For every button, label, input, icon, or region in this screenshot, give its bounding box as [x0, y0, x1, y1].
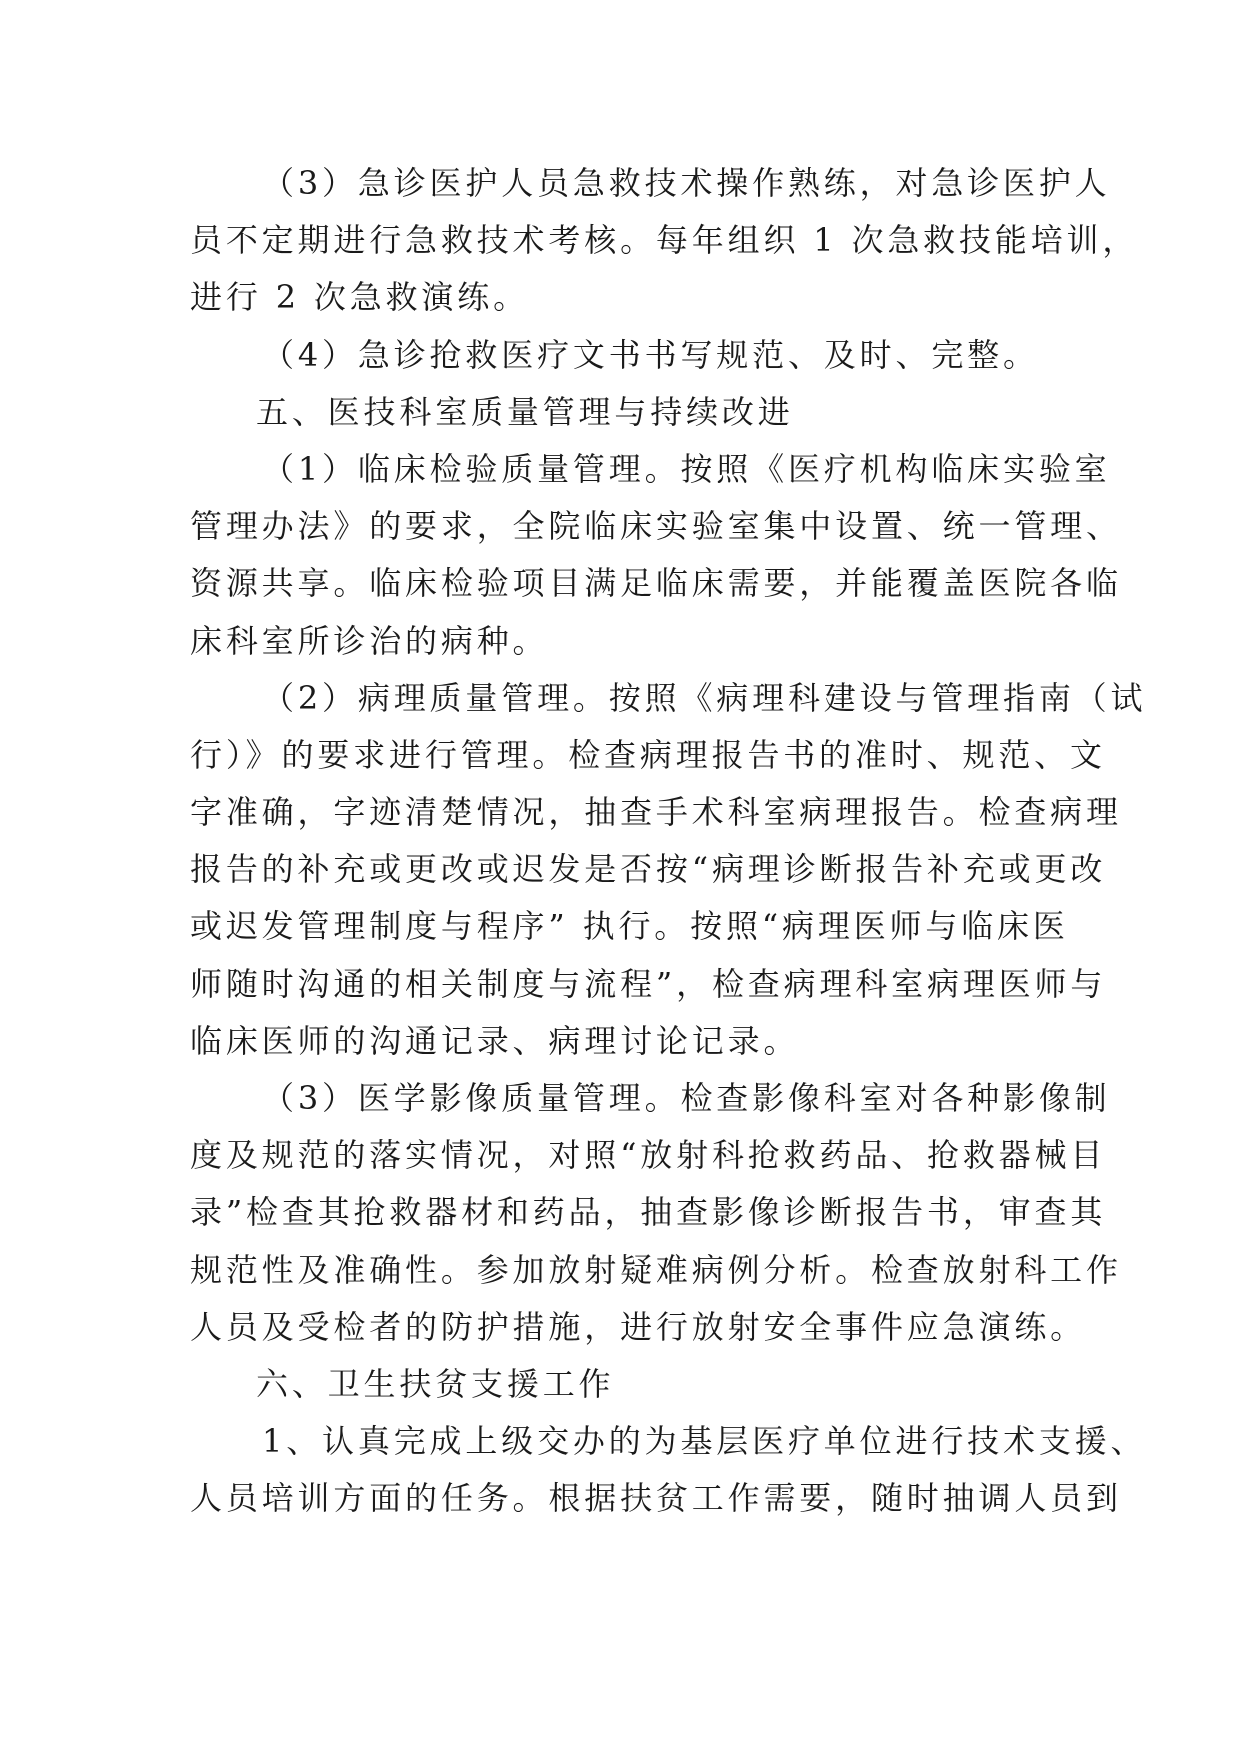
document-page [190, 155, 1147, 1528]
paragraph-grassroots-support [190, 1413, 1147, 1527]
text-line: （4）急诊抢救医疗文书书写规范、及时、完整。 [262, 335, 1039, 374]
text-line: 度及规范的落实情况，对照“放射科抢救药品、抢救器械目 [190, 1136, 1107, 1175]
text-line: 行）》的要求进行管理。检查病理报告书的准时、规范、文 [190, 735, 1106, 774]
text-line: （3）急诊医护人员急救技术操作熟练，对急诊医护人 [262, 164, 1111, 202]
text-line: 师随时沟通的相关制度与流程”，检查病理科室病理医师与 [190, 964, 1107, 1003]
text-line: 人员及受检者的防护措施，进行放射安全事件应急演练。 [190, 1307, 1087, 1346]
text-line: （1）临床检验质量管理。按照《医疗机构临床实验室 [262, 449, 1111, 488]
text-line: 进行 2 次急救演练。 [190, 278, 529, 317]
text-line: 或迟发管理制度与程序” 执行。按照“病理医师与临床医 [190, 907, 1069, 946]
text-line: （3）医学影像质量管理。检查影像科室对各种影像制 [262, 1079, 1111, 1117]
text-line: 员不定期进行急救技术考核。每年组织 1 次急救技能培训， [190, 221, 1139, 260]
paragraph-imaging-quality [190, 1070, 1122, 1356]
paragraph-pathology-quality [190, 670, 1147, 1070]
text-line: 报告的补充或更改或迟发是否按“病理诊断报告补充或更改 [190, 850, 1107, 889]
text-line: （2）病理质量管理。按照《病理科建设与管理指南（试 [262, 678, 1147, 717]
paragraph-emergency-training [190, 155, 1139, 327]
section-heading-medical-tech: 五、医技科室质量管理与持续改进 [256, 392, 794, 431]
text-line: 1、认真完成上级交办的为基层医疗单位进行技术支援、 [262, 1422, 1147, 1461]
section-heading-poverty-support: 六、卫生扶贫支援工作 [256, 1364, 615, 1403]
text-line: 管理办法》的要求，全院临床实验室集中设置、统一管理、 [190, 507, 1122, 546]
text-line: 规范性及准确性。参加放射疑难病例分析。检查放射科工作 [190, 1250, 1122, 1289]
text-line: 录”检查其抢救器材和药品，抽查影像诊断报告书，审查其 [190, 1193, 1107, 1232]
paragraph-emergency-documents [190, 327, 1052, 384]
text-line: 字准确，字迹清楚情况，抽查手术科室病理报告。检查病理 [190, 793, 1122, 832]
paragraph-lab-quality [190, 441, 1122, 670]
text-line: 床科室所诊治的病种。 [190, 621, 549, 660]
text-line: 人员培训方面的任务。根据扶贫工作需要，随时抽调人员到 [190, 1479, 1122, 1518]
text-line: 资源共享。临床检验项目满足临床需要，并能覆盖医院各临 [190, 564, 1122, 603]
text-line: 临床医师的沟通记录、病理讨论记录。 [190, 1021, 800, 1060]
